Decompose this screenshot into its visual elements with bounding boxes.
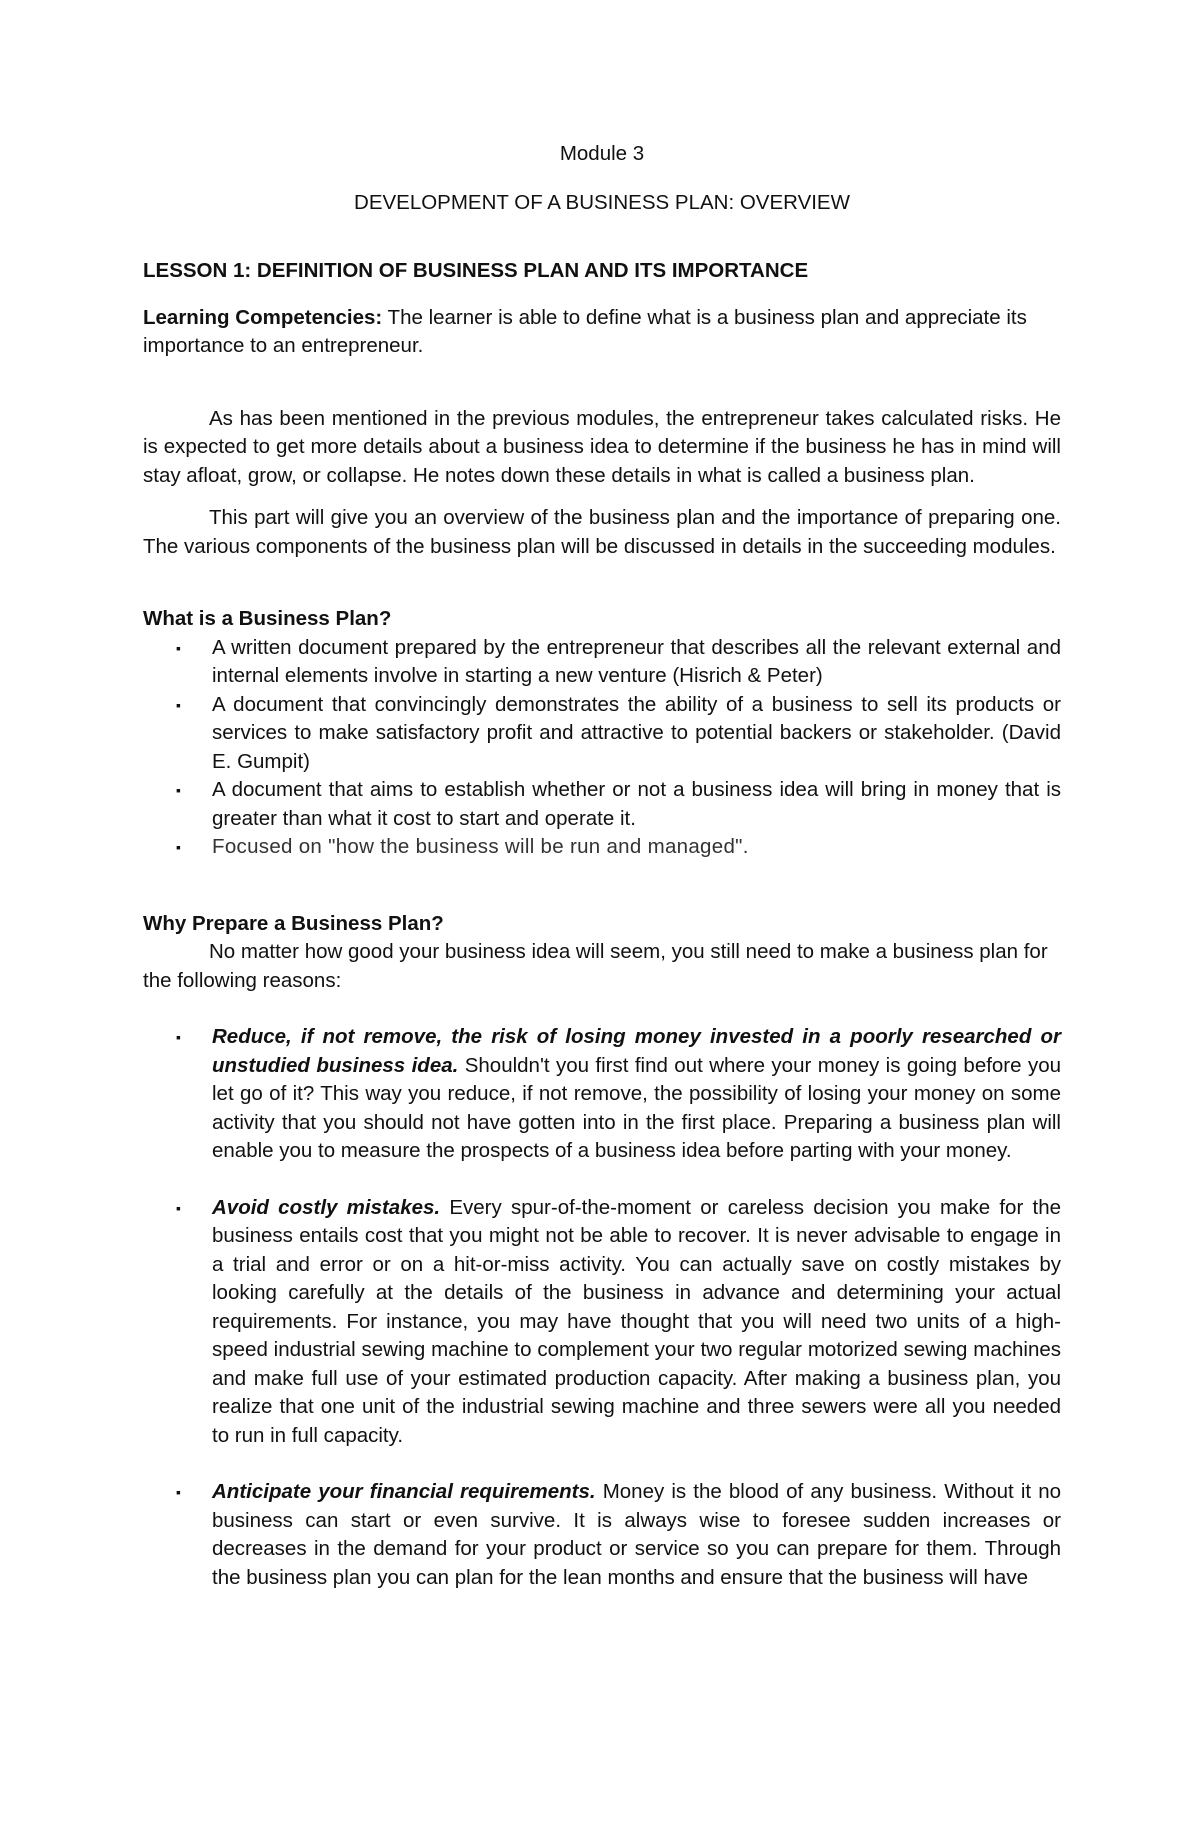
definition-item: [143, 833, 1061, 862]
definition-item: [143, 634, 1061, 691]
definition-text: A document that aims to establish whether or not a business idea will bring in money that is greater than what it cost to start and operate it.: [212, 778, 1061, 830]
reason-title: Reduce, if not remove, the risk of losing money invested in a poorly researched or unstudied business idea.: [212, 1025, 1061, 1077]
reason-body: Every spur-of-the-moment or careless decision you make for the business entails cost that you might not be able to recover. It is never advisable to engage in a trial and error or on a hit-or-miss activity. You can actually save on costly mistakes by looking carefully at the details of the business in advance and determining your actual requirements. For instance, you may have thought that you will need two units of a high-speed industrial sewing machine to complement your two regular motorized sewing machines and make full use of your estimated production capacity. After making a business plan, you realize that one unit of the industrial sewing machine and three sewers were all you needed to run in full capacity.: [212, 1195, 1062, 1447]
definition-text: A document that convincingly demonstrates the ability of a business to sell its products or services to make satisfactory profit and attractive to potential backers or stakeholder. (David E. Gumpit): [212, 692, 1061, 773]
why-prepare-heading: Why Prepare a Business Plan?: [143, 911, 444, 935]
definition-text: A written document prepared by the entrepreneur that describes all the relevant external and internal elements involve in starting a new venture (Hisrich & Peter): [212, 635, 1061, 687]
module-title: Module 3: [559, 142, 645, 165]
competency-text: The learner is able to define what is a business plan and appreciate its importance to an entrepreneur.: [143, 305, 1027, 357]
bullet-icon: ▪: [176, 1029, 181, 1045]
bullet-icon: ▪: [176, 839, 181, 855]
definition-text: Focused on "how the business will be run and managed".: [212, 835, 749, 858]
intro-paragraph-2: This part will give you an overview of the business plan and the importance of preparing one. The various components of the business plan will be discussed in details in the succeeding modules.: [143, 506, 1061, 558]
reason-item: [143, 1023, 1061, 1166]
reason-title: Anticipate your financial requirements.: [212, 1480, 596, 1503]
page-content: [143, 140, 1061, 1620]
competency-label: Learning Competencies:: [143, 305, 383, 329]
definition-list: [143, 634, 1061, 862]
reason-body: Money is the blood of any business. Without it no business can start or even survive. It is always wise to foresee sudden increases or decreases in the demand for your product or service so you can prepare for them. Through the business plan you can plan for the lean months and ensure that the business will have: [212, 1480, 1061, 1589]
reason-item: [143, 1478, 1061, 1592]
reason-item: [143, 1194, 1061, 1451]
bullet-icon: ▪: [176, 696, 181, 713]
reasons-list: [143, 1023, 1061, 1592]
learning-competencies: [143, 304, 1061, 361]
document-title: DEVELOPMENT OF A BUSINESS PLAN: OVERVIEW: [354, 190, 850, 214]
bullet-icon: ▪: [176, 1199, 181, 1216]
bullet-icon: ▪: [176, 782, 181, 798]
definition-item: [143, 776, 1061, 833]
definition-item: [143, 691, 1061, 777]
why-intro-paragraph: No matter how good your business idea will seem, you still need to make a business plan for the following reasons:: [143, 940, 1048, 992]
what-is-heading: What is a Business Plan?: [143, 607, 392, 630]
lesson-title: LESSON 1: DEFINITION OF BUSINESS PLAN AND ITS IMPORTANCE: [143, 259, 809, 282]
bullet-icon: ▪: [176, 639, 181, 656]
reason-title: Avoid costly mistakes.: [212, 1195, 441, 1219]
bullet-icon: ▪: [176, 1484, 181, 1500]
intro-paragraph-1: As has been mentioned in the previous modules, the entrepreneur takes calculated risks. He is expected to get more details about a business idea to determine if the business he has in mind will stay afloat, grow, or collapse. He notes down these details in what is called a business plan.: [143, 406, 1061, 487]
reason-body: Shouldn't you first find out where your money is going before you let go of it? This way you reduce, if not remove, the possibility of losing your money on some activity that you should not have gotten into in the first place. Preparing a business plan will enable you to measure the prospects of a business idea before parting with your money.: [212, 1053, 1061, 1162]
